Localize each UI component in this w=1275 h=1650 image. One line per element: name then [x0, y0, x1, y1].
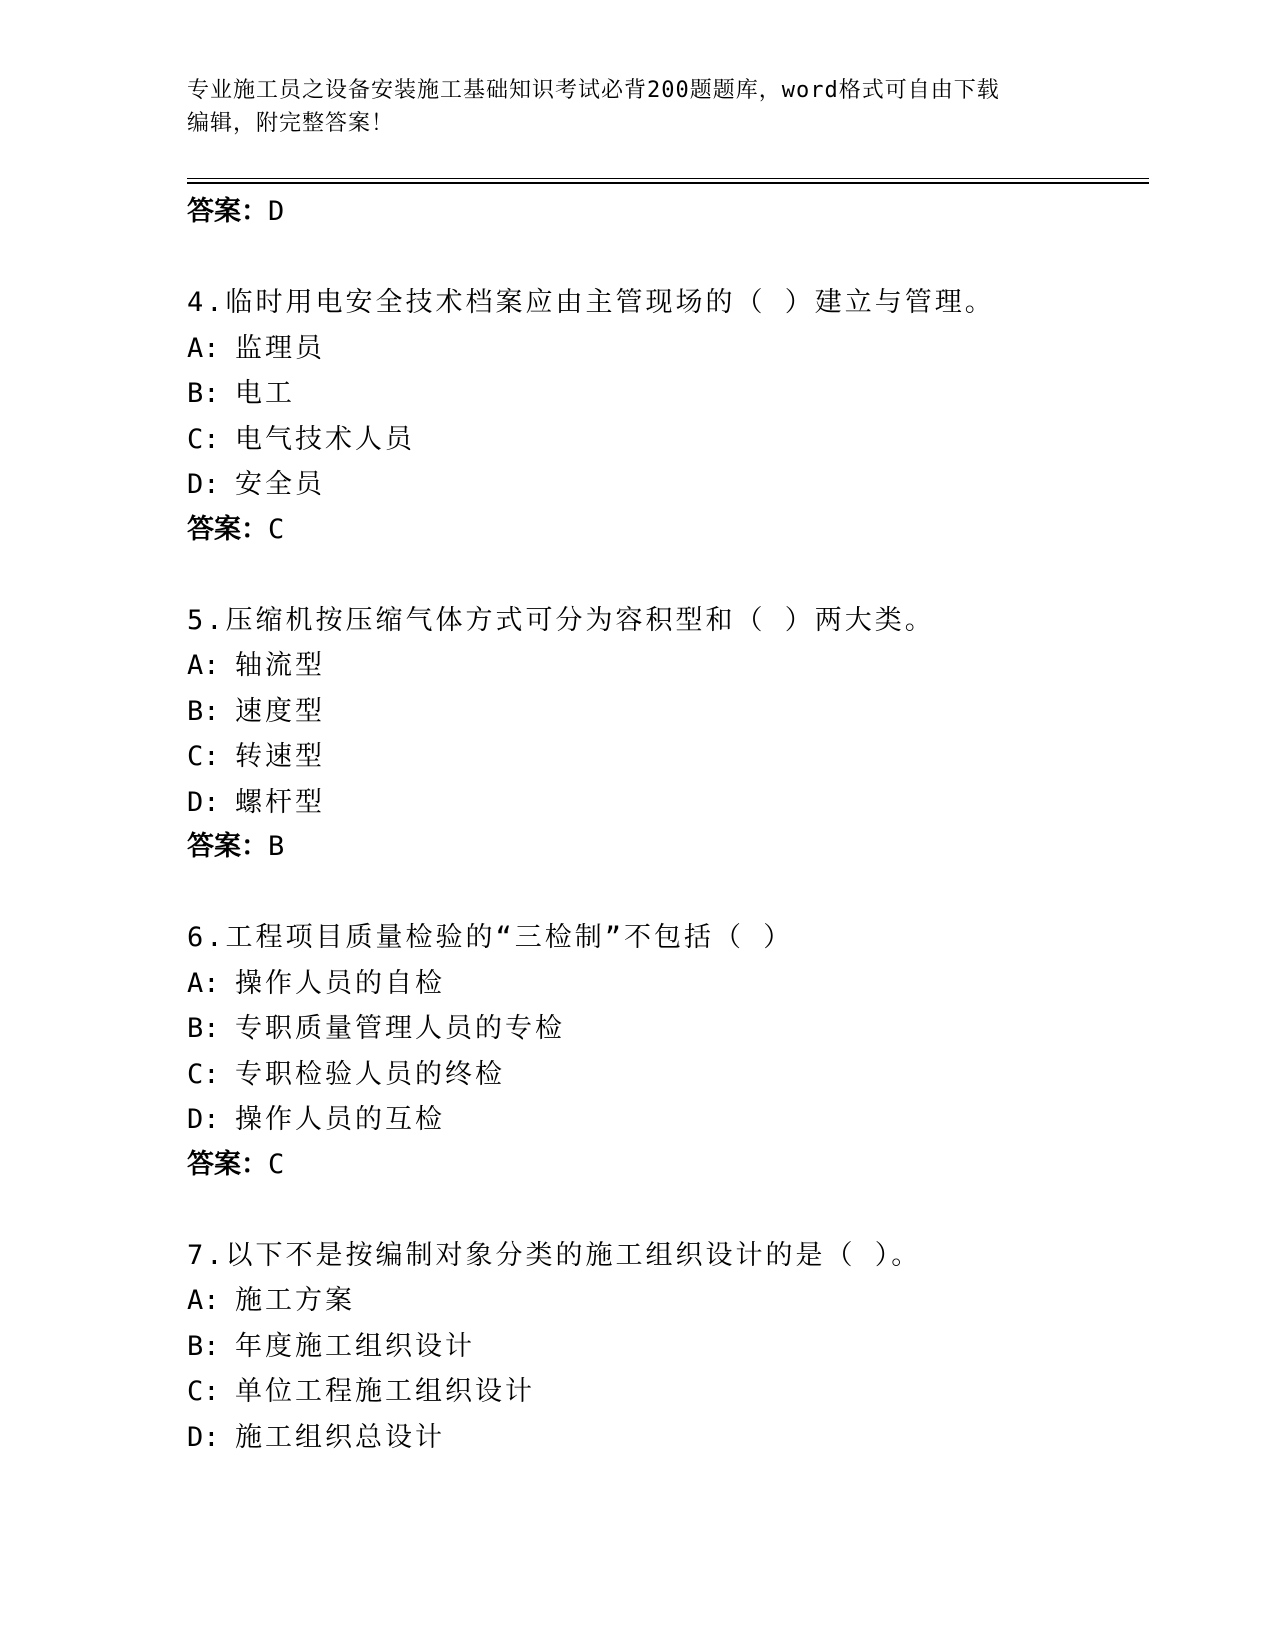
option-text: 螺杆型	[235, 786, 325, 818]
option-d	[187, 780, 1149, 826]
option-c	[187, 1369, 1149, 1415]
answer-line	[187, 508, 1149, 552]
option-label: D:	[187, 786, 220, 818]
option-label: B:	[187, 1330, 220, 1362]
option-text: 转速型	[235, 741, 325, 772]
option-label: B:	[187, 378, 220, 409]
option-d	[187, 1097, 1149, 1143]
option-text: 安全员	[235, 469, 325, 500]
option-text: 速度型	[235, 695, 325, 727]
option-b	[187, 1006, 1149, 1052]
option-a	[187, 326, 1149, 372]
question-text: 7.以下不是按编制对象分类的施工组织设计的是（ ）。	[187, 1239, 922, 1271]
option-text: 电工	[235, 378, 295, 409]
question-text: 4.临时用电安全技术档案应由主管现场的（ ）建立与管理。	[187, 287, 995, 318]
option-label: A:	[187, 332, 220, 364]
option-label: B:	[187, 1013, 220, 1044]
option-label: A:	[187, 967, 220, 999]
option-a	[187, 961, 1149, 1007]
question-text: 6.工程项目质量检验的“三检制”不包括（ ）	[187, 922, 794, 953]
option-c	[187, 1052, 1149, 1098]
option-text: 轴流型	[235, 650, 325, 681]
option-label: A:	[187, 1285, 220, 1316]
option-text: 监理员	[235, 332, 325, 364]
answer-value: C	[268, 513, 285, 545]
option-text: 操作人员的自检	[235, 967, 445, 999]
header-line-1: 专业施工员之设备安装施工基础知识考试必背200题题库，word格式可自由下载	[187, 78, 1000, 103]
option-text: 电气技术人员	[235, 423, 415, 455]
option-a	[187, 1278, 1149, 1324]
answer-value: C	[268, 1148, 285, 1180]
question-text: 5.压缩机按压缩气体方式可分为容积型和（ ）两大类。	[187, 604, 935, 636]
option-label: D:	[187, 469, 220, 500]
option-label: A:	[187, 650, 220, 681]
option-label: C:	[187, 741, 220, 772]
question-block	[187, 915, 1149, 1187]
header-divider-thin	[187, 178, 1149, 179]
question-block	[187, 280, 1149, 552]
option-text: 施工方案	[235, 1285, 355, 1316]
answer-prefix: 答案：	[187, 196, 268, 227]
option-label: C:	[187, 1058, 220, 1090]
answer-prefix: 答案：	[187, 1148, 268, 1180]
option-text: 单位工程施工组织设计	[235, 1376, 535, 1407]
header-divider-thick	[187, 182, 1149, 184]
option-d	[187, 1415, 1149, 1461]
document-header	[187, 74, 1067, 140]
option-text: 操作人员的互检	[235, 1104, 445, 1135]
answer-line	[187, 190, 1149, 234]
question-list	[187, 190, 1149, 1460]
option-label: B:	[187, 695, 220, 727]
question-block	[187, 1233, 1149, 1461]
option-a	[187, 643, 1149, 689]
option-label: C:	[187, 423, 220, 455]
answer-prefix: 答案：	[187, 831, 268, 862]
option-label: C:	[187, 1376, 220, 1407]
answer-line	[187, 825, 1149, 869]
option-b	[187, 689, 1149, 735]
header-line-2: 编辑，附完整答案！	[187, 111, 395, 136]
option-label: D:	[187, 1104, 220, 1135]
answer-line	[187, 1143, 1149, 1187]
option-d	[187, 462, 1149, 508]
answer-prefix: 答案：	[187, 513, 268, 545]
answer-value: B	[268, 831, 285, 862]
option-text: 施工组织总设计	[235, 1421, 445, 1453]
option-b	[187, 371, 1149, 417]
option-b	[187, 1324, 1149, 1370]
option-text: 专职检验人员的终检	[235, 1058, 505, 1090]
option-c	[187, 734, 1149, 780]
option-label: D:	[187, 1421, 220, 1453]
option-text: 专职质量管理人员的专检	[235, 1013, 565, 1044]
question-block	[187, 598, 1149, 870]
option-c	[187, 417, 1149, 463]
option-text: 年度施工组织设计	[235, 1330, 475, 1362]
answer-value: D	[268, 196, 285, 227]
